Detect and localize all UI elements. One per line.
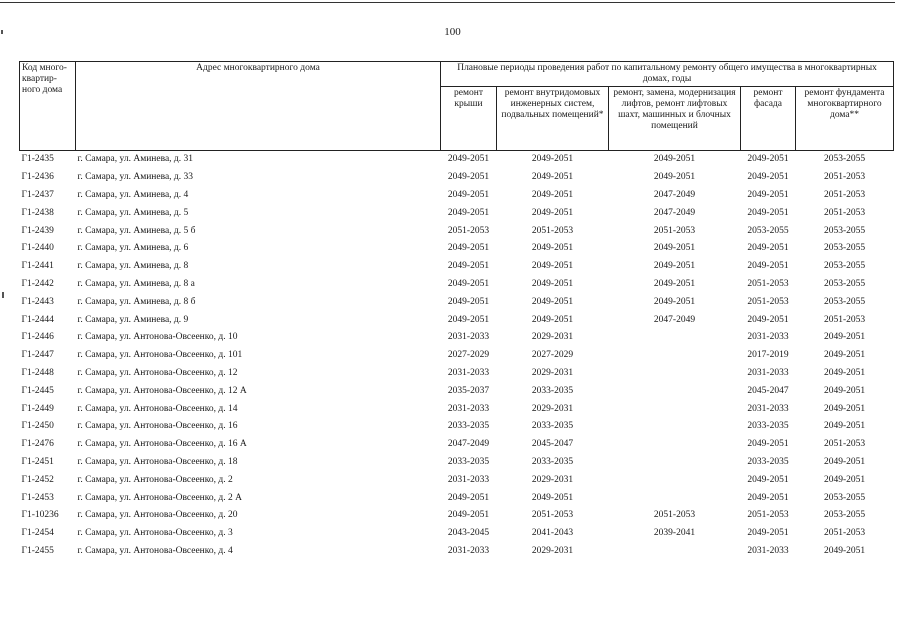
cell-foundation: 2053-2055 <box>823 278 866 289</box>
cell-roof: 2051-2053 <box>447 225 490 236</box>
table-row <box>20 276 894 294</box>
cell-foundation: 2049-2051 <box>823 403 866 414</box>
cell-foundation: 2051-2053 <box>823 172 866 183</box>
cell-elevators: 2049-2051 <box>653 172 696 183</box>
cell-code: Г1-2476 <box>21 439 54 450</box>
cell-facade: 2049-2051 <box>747 207 789 218</box>
cell-address: г. Самара, ул. Антонова-Овсеенко, д. 2 <box>77 474 233 485</box>
cell-address: г. Самара, ул. Антонова-Овсеенко, д. 12 <box>77 367 238 378</box>
cell-engineering: 2049-2051 <box>531 261 574 272</box>
cell-roof: 2049-2051 <box>447 510 490 521</box>
cell-elevators: 2049-2051 <box>653 243 696 254</box>
cell-roof: 2049-2051 <box>447 296 490 307</box>
cell-roof: 2047-2049 <box>447 439 490 450</box>
cell-elevators: 2051-2053 <box>653 510 696 521</box>
cell-elevators: 2047-2049 <box>653 189 696 200</box>
cell-elevators <box>609 382 741 400</box>
cell-roof: 2031-2033 <box>447 545 490 556</box>
cell-foundation: 2051-2053 <box>823 528 866 539</box>
table-row <box>20 329 894 347</box>
cell-address: г. Самара, ул. Антонова-Овсеенко, д. 20 <box>77 510 238 521</box>
cell-roof: 2027-2029 <box>447 350 490 361</box>
cell-engineering: 2049-2051 <box>531 314 574 325</box>
cell-facade: 2051-2053 <box>747 510 789 521</box>
cell-facade: 2031-2033 <box>747 367 789 378</box>
cell-elevators <box>609 436 741 454</box>
cell-elevators <box>609 400 741 418</box>
table-row <box>20 418 894 436</box>
cell-address: г. Самара, ул. Антонова-Овсеенко, д. 10 <box>77 332 238 343</box>
cell-foundation: 2049-2051 <box>823 332 866 343</box>
cell-facade: 2049-2051 <box>747 474 789 485</box>
cell-foundation: 2049-2051 <box>823 474 866 485</box>
capital-repair-schedule-table <box>19 61 894 560</box>
cell-engineering: 2049-2051 <box>531 243 574 254</box>
cell-foundation: 2051-2053 <box>823 189 866 200</box>
cell-address: г. Самара, ул. Антонова-Овсеенко, д. 101 <box>77 350 243 361</box>
table-row <box>20 365 894 383</box>
cell-address: г. Самара, ул. Антонова-Овсеенко, д. 14 <box>77 403 238 414</box>
cell-address: г. Самара, ул. Аминева, д. 8 а <box>77 278 195 289</box>
cell-facade: 2049-2051 <box>747 528 789 539</box>
cell-engineering: 2045-2047 <box>531 439 574 450</box>
cell-code: Г1-2446 <box>21 332 54 343</box>
cell-roof: 2033-2035 <box>447 456 490 467</box>
cell-roof: 2049-2051 <box>447 189 490 200</box>
header-periods: Плановые периоды проведения работ по капитальному ремонту общего имущества в многоквартирных домах, годы <box>441 62 894 87</box>
cell-address: г. Самара, ул. Аминева, д. 8 <box>77 261 189 272</box>
cell-code: Г1-2450 <box>21 421 54 432</box>
cell-foundation: 2053-2055 <box>823 296 866 307</box>
table-row <box>20 525 894 543</box>
cell-code: Г1-2440 <box>21 243 54 254</box>
cell-code: Г1-2454 <box>21 528 54 539</box>
cell-address: г. Самара, ул. Аминева, д. 5 б <box>77 225 196 236</box>
cell-elevators <box>609 329 741 347</box>
cell-foundation: 2051-2053 <box>823 207 866 218</box>
table-row <box>20 436 894 454</box>
table-row <box>20 543 894 561</box>
cell-engineering: 2029-2031 <box>531 474 574 485</box>
cell-foundation: 2053-2055 <box>823 225 866 236</box>
cell-elevators: 2049-2051 <box>653 154 696 165</box>
cell-elevators: 2047-2049 <box>653 207 696 218</box>
cell-code: Г1-2449 <box>21 403 54 414</box>
table-row <box>20 293 894 311</box>
cell-roof: 2031-2033 <box>447 403 490 414</box>
cell-elevators <box>609 543 741 561</box>
cell-facade: 2031-2033 <box>747 403 789 414</box>
cell-code: Г1-2444 <box>21 314 54 325</box>
cell-engineering: 2029-2031 <box>531 545 574 556</box>
cell-address: г. Самара, ул. Аминева, д. 33 <box>77 172 193 183</box>
table-row <box>20 471 894 489</box>
cell-facade: 2049-2051 <box>747 172 789 183</box>
cell-roof: 2049-2051 <box>447 243 490 254</box>
cell-engineering: 2049-2051 <box>531 154 574 165</box>
cell-code: Г1-2441 <box>21 261 54 272</box>
cell-foundation: 2053-2055 <box>823 261 866 272</box>
cell-code: Г1-2443 <box>21 296 54 307</box>
cell-facade: 2051-2053 <box>747 296 789 307</box>
cell-code: Г1-2448 <box>21 367 54 378</box>
cell-facade: 2017-2019 <box>747 350 789 361</box>
cell-code: Г1-2453 <box>21 492 54 503</box>
cell-address: г. Самара, ул. Антонова-Овсеенко, д. 16 <box>77 421 238 432</box>
cell-address: г. Самара, ул. Аминева, д. 4 <box>77 189 189 200</box>
cell-address: г. Самара, ул. Аминева, д. 6 <box>77 243 189 254</box>
cell-facade: 2049-2051 <box>747 314 789 325</box>
cell-address: г. Самара, ул. Аминева, д. 31 <box>77 154 193 165</box>
header-code: Код много-квартир-ного дома <box>20 62 76 151</box>
cell-engineering: 2029-2031 <box>531 403 574 414</box>
table-row <box>20 400 894 418</box>
cell-engineering: 2027-2029 <box>531 350 574 361</box>
cell-foundation: 2049-2051 <box>823 456 866 467</box>
cell-foundation: 2053-2055 <box>823 492 866 503</box>
cell-elevators <box>609 489 741 507</box>
table-row <box>20 347 894 365</box>
cell-engineering: 2033-2035 <box>531 456 574 467</box>
cell-foundation: 2049-2051 <box>823 385 866 396</box>
table-row <box>20 507 894 525</box>
cell-facade: 2049-2051 <box>747 492 789 503</box>
cell-roof: 2031-2033 <box>447 474 490 485</box>
cell-roof: 2049-2051 <box>447 278 490 289</box>
table-row <box>20 382 894 400</box>
cell-engineering: 2049-2051 <box>531 278 574 289</box>
cell-code: Г1-2436 <box>21 172 54 183</box>
cell-roof: 2049-2051 <box>447 492 490 503</box>
cell-engineering: 2041-2043 <box>531 528 574 539</box>
cell-foundation: 2053-2055 <box>823 510 866 521</box>
table-row <box>20 489 894 507</box>
cell-code: Г1-2439 <box>21 225 54 236</box>
scan-speck <box>2 292 4 298</box>
cell-foundation: 2049-2051 <box>823 421 866 432</box>
cell-facade: 2049-2051 <box>747 154 789 165</box>
cell-engineering: 2049-2051 <box>531 492 574 503</box>
table-row <box>20 187 894 205</box>
table-row <box>20 204 894 222</box>
table-row <box>20 454 894 472</box>
header-roof: ремонт крыши <box>441 87 497 151</box>
cell-engineering: 2049-2051 <box>531 207 574 218</box>
cell-code: Г1-2437 <box>21 189 54 200</box>
cell-elevators: 2047-2049 <box>653 314 696 325</box>
table-row <box>20 169 894 187</box>
cell-foundation: 2053-2055 <box>823 243 866 254</box>
cell-elevators <box>609 454 741 472</box>
cell-foundation: 2051-2053 <box>823 314 866 325</box>
cell-elevators <box>609 365 741 383</box>
cell-elevators: 2039-2041 <box>653 528 696 539</box>
table-body <box>20 151 894 561</box>
cell-elevators <box>609 418 741 436</box>
cell-code: Г1-2435 <box>21 154 54 165</box>
cell-foundation: 2049-2051 <box>823 367 866 378</box>
table-row <box>20 240 894 258</box>
cell-elevators <box>609 347 741 365</box>
cell-foundation: 2049-2051 <box>823 545 866 556</box>
cell-elevators: 2051-2053 <box>653 225 696 236</box>
cell-facade: 2049-2051 <box>747 439 789 450</box>
cell-facade: 2053-2055 <box>747 225 789 236</box>
cell-address: г. Самара, ул. Антонова-Овсеенко, д. 4 <box>77 545 233 556</box>
cell-roof: 2049-2051 <box>447 314 490 325</box>
cell-code: Г1-2442 <box>21 278 54 289</box>
cell-roof: 2031-2033 <box>447 367 490 378</box>
cell-foundation: 2051-2053 <box>823 439 866 450</box>
cell-elevators: 2049-2051 <box>653 296 696 307</box>
cell-facade: 2033-2035 <box>747 456 789 467</box>
header-facade: ремонт фасада <box>741 87 796 151</box>
cell-roof: 2033-2035 <box>447 421 490 432</box>
cell-facade: 2049-2051 <box>747 261 789 272</box>
cell-roof: 2049-2051 <box>447 172 490 183</box>
cell-roof: 2049-2051 <box>447 207 490 218</box>
cell-engineering: 2033-2035 <box>531 421 574 432</box>
cell-code: Г1-2438 <box>21 207 54 218</box>
header-engineering: ремонт внутридомовых инженерных систем, подвальных помещений* <box>497 87 609 151</box>
cell-code: Г1-2447 <box>21 350 54 361</box>
table-header <box>20 62 894 151</box>
cell-foundation: 2053-2055 <box>823 154 866 165</box>
cell-engineering: 2033-2035 <box>531 385 574 396</box>
top-rule <box>0 2 895 3</box>
cell-roof: 2035-2037 <box>447 385 490 396</box>
cell-address: г. Самара, ул. Антонова-Овсеенко, д. 12 А <box>77 385 247 396</box>
cell-engineering: 2051-2053 <box>531 510 574 521</box>
page-number: 100 <box>444 26 461 38</box>
cell-code: Г1-2445 <box>21 385 54 396</box>
cell-code: Г1-10236 <box>21 510 59 521</box>
table-row <box>20 222 894 240</box>
cell-address: г. Самара, ул. Антонова-Овсеенко, д. 3 <box>77 528 233 539</box>
table-row <box>20 258 894 276</box>
scan-speck <box>1 30 3 34</box>
cell-elevators: 2049-2051 <box>653 261 696 272</box>
cell-engineering: 2029-2031 <box>531 332 574 343</box>
cell-code: Г1-2455 <box>21 545 54 556</box>
cell-address: г. Самара, ул. Аминева, д. 5 <box>77 207 189 218</box>
cell-engineering: 2049-2051 <box>531 172 574 183</box>
cell-roof: 2049-2051 <box>447 261 490 272</box>
cell-facade: 2049-2051 <box>747 243 789 254</box>
table-row <box>20 151 894 169</box>
header-foundation: ремонт фундамента многоквартирного дома** <box>796 87 894 151</box>
cell-facade: 2051-2053 <box>747 278 789 289</box>
cell-address: г. Самара, ул. Аминева, д. 8 б <box>77 296 196 307</box>
cell-elevators <box>609 471 741 489</box>
cell-facade: 2031-2033 <box>747 545 789 556</box>
cell-code: Г1-2451 <box>21 456 54 467</box>
cell-code: Г1-2452 <box>21 474 54 485</box>
cell-facade: 2033-2035 <box>747 421 789 432</box>
cell-engineering: 2049-2051 <box>531 189 574 200</box>
cell-facade: 2049-2051 <box>747 189 789 200</box>
cell-address: г. Самара, ул. Антонова-Овсеенко, д. 16 А <box>77 439 247 450</box>
header-elevators: ремонт, замена, модернизация лифтов, ремонт лифтовых шахт, машинных и блочных помещений <box>609 87 741 151</box>
cell-roof: 2049-2051 <box>447 154 490 165</box>
cell-elevators: 2049-2051 <box>653 278 696 289</box>
cell-roof: 2043-2045 <box>447 528 490 539</box>
table-row <box>20 311 894 329</box>
cell-address: г. Самара, ул. Аминева, д. 9 <box>77 314 189 325</box>
header-address: Адрес многоквартирного дома <box>76 62 441 151</box>
cell-facade: 2045-2047 <box>747 385 789 396</box>
cell-facade: 2031-2033 <box>747 332 789 343</box>
cell-roof: 2031-2033 <box>447 332 490 343</box>
cell-address: г. Самара, ул. Антонова-Овсеенко, д. 18 <box>77 456 238 467</box>
cell-engineering: 2029-2031 <box>531 367 574 378</box>
cell-engineering: 2051-2053 <box>531 225 574 236</box>
cell-foundation: 2049-2051 <box>823 350 866 361</box>
cell-address: г. Самара, ул. Антонова-Овсеенко, д. 2 А <box>77 492 242 503</box>
cell-engineering: 2049-2051 <box>531 296 574 307</box>
